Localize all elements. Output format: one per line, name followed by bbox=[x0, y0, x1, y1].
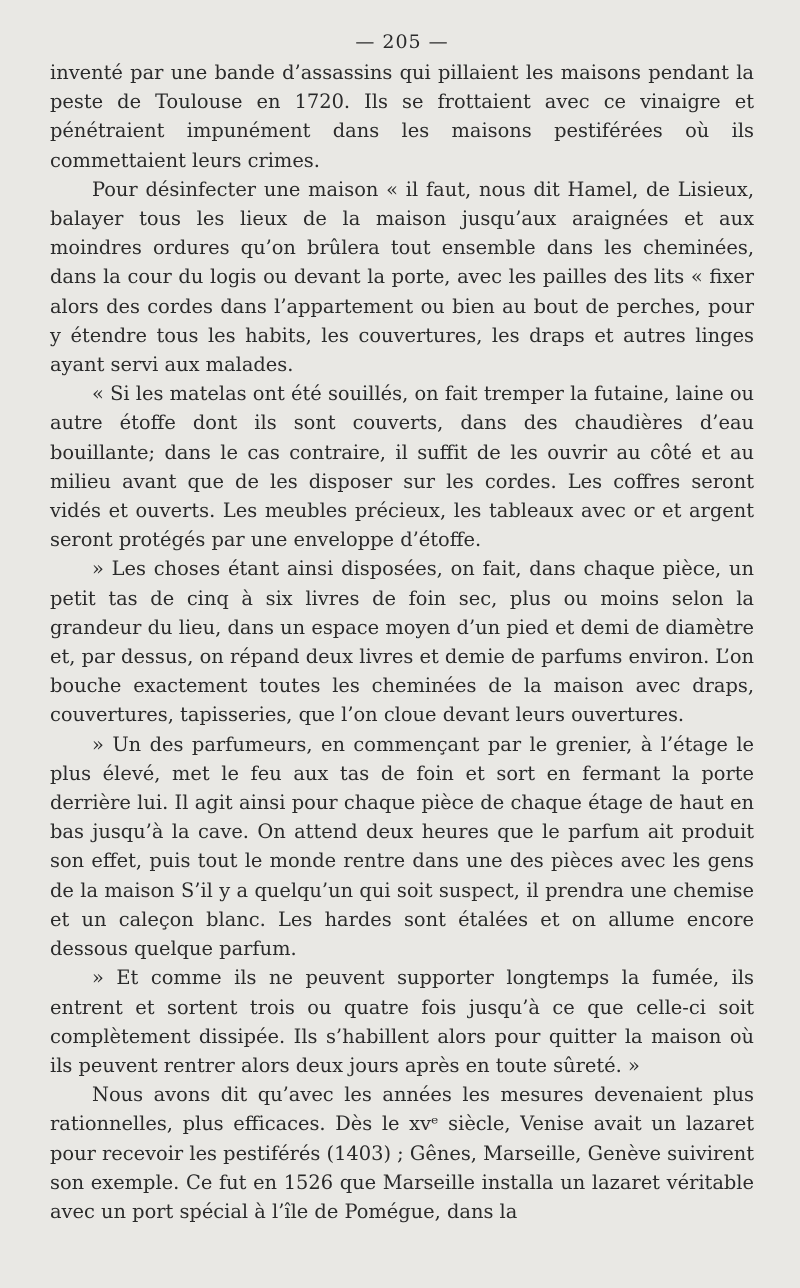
paragraph: » Et comme ils ne peuvent supporter longtemps la fumée, ils entrent et sortent trois ou quatre fois jusqu’à ce que celle-ci soit complètement dissipée. Ils s’habillent alors pour quitter la maison où ils peuvent rentrer alors deux jours après en toute sûreté. » bbox=[50, 966, 754, 1077]
paragraph: inventé par une bande d’assassins qui pillaient les maisons pendant la peste de Toulouse en 1720. Ils se frottaient avec ce vinaigre et pénétraient impunément dans les maisons pestiférées où ils commettaient leurs crimes. bbox=[50, 61, 754, 172]
paragraph: Nous avons dit qu’avec les années les mesures devenaient plus rationnelles, plus efficaces. Dès le xvᵉ siècle, Venise avait un lazaret pour recevoir les pestiférés (1403) ; Gênes, Marseille, Genève suivirent son exemple. Ce fut en 1526 que Marseille installa un lazaret véritable avec un port spécial à l’île de Pomégue, dans la bbox=[50, 1083, 754, 1223]
page-number: — 205 — bbox=[355, 31, 449, 53]
paragraph: » Un des parfumeurs, en commençant par le grenier, à l’étage le plus élevé, met le feu aux tas de foin et sort en fermant la porte derrière lui. Il agit ainsi pour chaque pièce de chaque étage de haut en bas jusqu’à la cave. On attend deux heures que le parfum ait produit son effet, puis tout le monde rentre dans une des pièces avec les gens de la maison S’il y a quelqu’un qui soit suspect, il prendra une chemise et un caleçon blanc. Les hardes sont étalées et on allume encore dessous quelque parfum. bbox=[50, 732, 754, 961]
body-text bbox=[50, 58, 754, 1226]
paragraph: » Les choses étant ainsi disposées, on fait, dans chaque pièce, un petit tas de cinq à six livres de foin sec, plus ou moins selon la grandeur du lieu, dans un espace moyen d’un pied et demi de diamètre et, par dessus, on répand deux livres et demie de parfums environ. L’on bouche exactement toutes les cheminées de la maison avec draps, couvertures, tapisseries, que l’on cloue devant leurs ouvertures. bbox=[50, 557, 754, 727]
paragraph: « Si les matelas ont été souillés, on fait tremper la futaine, laine ou autre étoffe dont ils sont couverts, dans des chaudières d’eau bouillante; dans le cas contraire, il suffit de les ouvrir au côté et au milieu avant que de les disposer sur les cordes. Les coffres seront vidés et ouverts. Les meubles précieux, les tableaux avec or et argent seront protégés par une enveloppe d’étoffe. bbox=[50, 382, 754, 552]
paragraph: Pour désinfecter une maison « il faut, nous dit Hamel, de Lisieux, balayer tous les lieux de la maison jusqu’aux araignées et aux moindres ordures qu’on brûlera tout ensemble dans les cheminées, dans la cour du logis ou devant la porte, avec les pailles des lits « fixer alors des cordes dans l’appartement ou bien au bout de perches, pour y étendre tous les habits, les couvertures, les draps et autres linges ayant servi aux malades. bbox=[50, 177, 754, 377]
